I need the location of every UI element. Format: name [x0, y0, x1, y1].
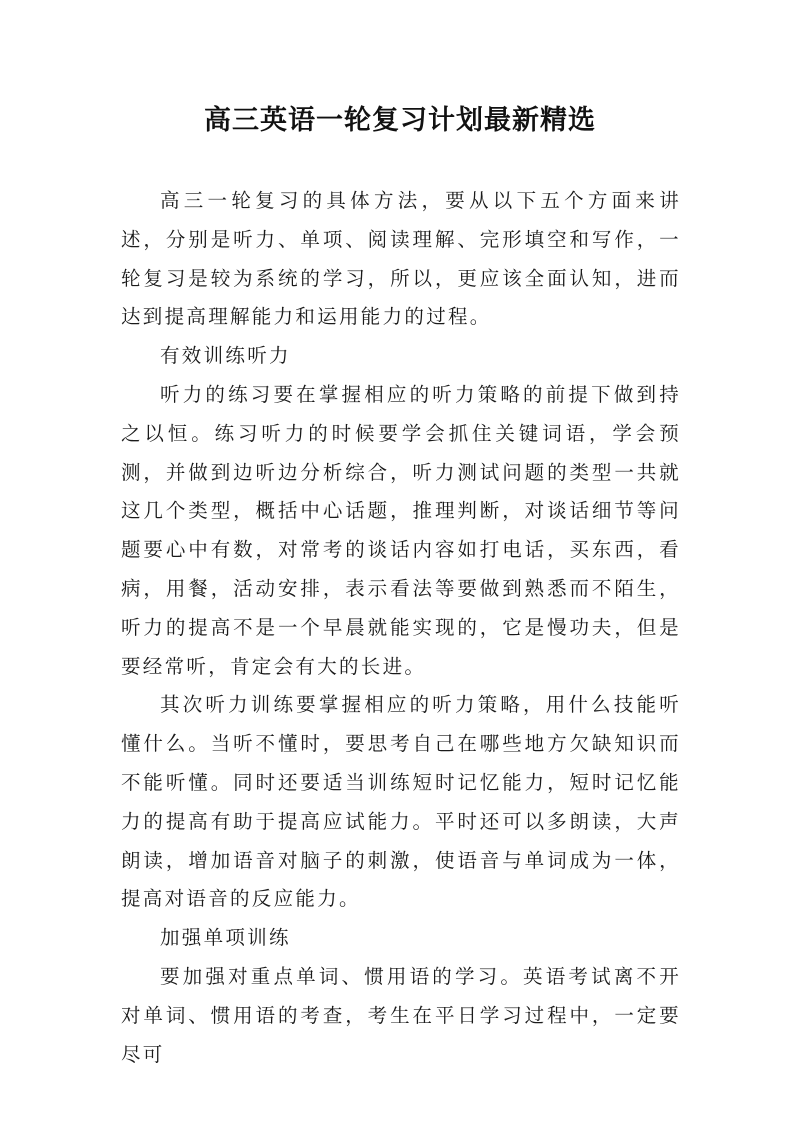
- section-heading-single-item: 加强单项训练: [160, 926, 291, 950]
- paragraph-vocabulary: 要加强对重点单词、惯用语的学习。英语考试离不开对单词、惯用语的考查，考生在平日学习过程中，一定要尽可: [121, 964, 681, 1066]
- section-heading-listening: 有效训练听力: [160, 344, 291, 368]
- document-title: 高三英语一轮复习计划最新精选: [204, 105, 596, 136]
- paragraph-intro: 高三一轮复习的具体方法，要从以下五个方面来讲述，分别是听力、单项、阅读理解、完形填空和写作，一轮复习是较为系统的学习，所以，更应该全面认知，进而达到提高理解能力和运用能力的过程。: [121, 189, 681, 329]
- paragraph-listening-practice: 听力的练习要在掌握相应的听力策略的前提下做到持之以恒。练习听力的时候要学会抓住关键词语，学会预测，并做到边听边分析综合，听力测试问题的类型一共就这几个类型，概括中心话题，推理判断，对谈话细节等问题要心中有数，对常考的谈话内容如打电话，买东西，看病，用餐，活动安排，表示看法等要做到熟悉而不陌生，听力的提高不是一个早晨就能实现的，它是慢功夫，但是要经常听，肯定会有大的长进。: [121, 382, 681, 678]
- paragraph-listening-strategy: 其次听力训练要掌握相应的听力策略，用什么技能听懂什么。当听不懂时，要思考自己在哪些地方欠缺知识而不能听懂。同时还要适当训练短时记忆能力，短时记忆能力的提高有助于提高应试能力。平时还可以多朗读，大声朗读，增加语音对脑子的刺激，使语音与单词成为一体，提高对语音的反应能力。: [121, 693, 681, 911]
- document-body: [121, 182, 681, 1074]
